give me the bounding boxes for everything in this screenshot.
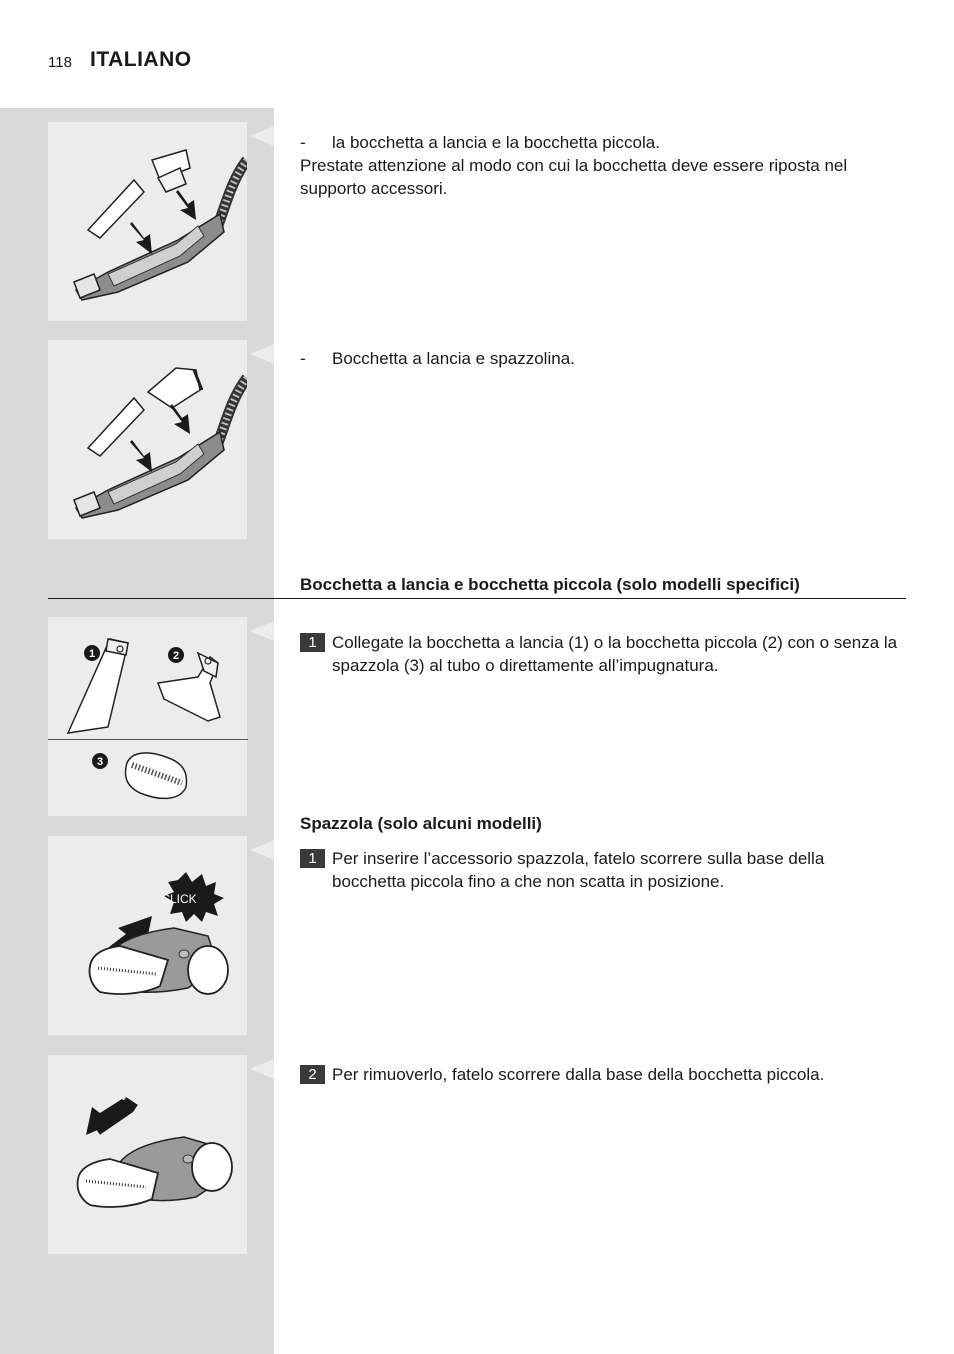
step-text: Collegate la bocchetta a lancia (1) o la bocchetta piccola (2) con o senza la spazzola (3) al tubo o direttamente all’impugnatura.	[332, 633, 898, 675]
bullet-item: - la bocchetta a lancia e la bocchetta piccola.	[300, 133, 660, 152]
section-title: ITALIANO	[90, 48, 192, 71]
brush-storage-illustration	[48, 340, 247, 539]
illustration-panel-holder-storage	[48, 122, 247, 321]
step-number: 2	[300, 1065, 325, 1084]
callout-3-label: 3	[96, 756, 104, 768]
illustration-panel-remove-brush	[48, 1055, 247, 1254]
step-item	[300, 631, 900, 677]
step-text: Per rimuoverlo, fatelo scorrere dalla base della bocchetta piccola.	[332, 1065, 825, 1084]
bullet-text: Bocchetta a lancia e spazzolina.	[332, 349, 575, 368]
bullet-item: - Bocchetta a lancia e spazzolina.	[300, 349, 575, 368]
subsection-heading: Spazzola (solo alcuni modelli)	[300, 814, 542, 833]
panel-pointer	[250, 126, 274, 146]
panel-pointer	[250, 621, 274, 641]
section-heading: Bocchetta a lancia e bocchetta piccola (solo modelli specifici)	[300, 575, 800, 594]
note-text: Prestate attenzione al modo con cui la bocchetta deve essere riposta nel supporto accessori.	[300, 156, 848, 198]
callout-1-label: 1	[88, 648, 96, 660]
illustration-panel-attach-brush	[48, 836, 247, 1035]
illustration-panel-brush-storage	[48, 340, 247, 539]
panel-pointer	[250, 344, 274, 364]
page-number: 118	[48, 54, 72, 71]
nozzle-storage-illustration	[48, 122, 247, 321]
panel-pointer	[250, 840, 274, 860]
step-item	[300, 847, 900, 893]
step-number: 1	[300, 849, 325, 868]
step-item	[300, 1063, 900, 1086]
panel-pointer	[250, 1059, 274, 1079]
click-label: CLICK	[161, 892, 197, 906]
section-divider	[48, 598, 906, 599]
attach-brush-illustration	[48, 836, 247, 1035]
callout-2-label: 2	[172, 650, 180, 662]
panel-divider	[48, 739, 248, 740]
accessories-illustration	[48, 617, 247, 816]
step-text: Per inserire l’accessorio spazzola, fatelo scorrere sulla base della bocchetta piccola fino a che non scatta in posizione.	[332, 849, 825, 891]
remove-brush-illustration	[48, 1055, 247, 1254]
step-number: 1	[300, 633, 325, 652]
bullet-text: la bocchetta a lancia e la bocchetta piccola.	[332, 133, 660, 152]
illustration-panel-accessories	[48, 617, 247, 816]
